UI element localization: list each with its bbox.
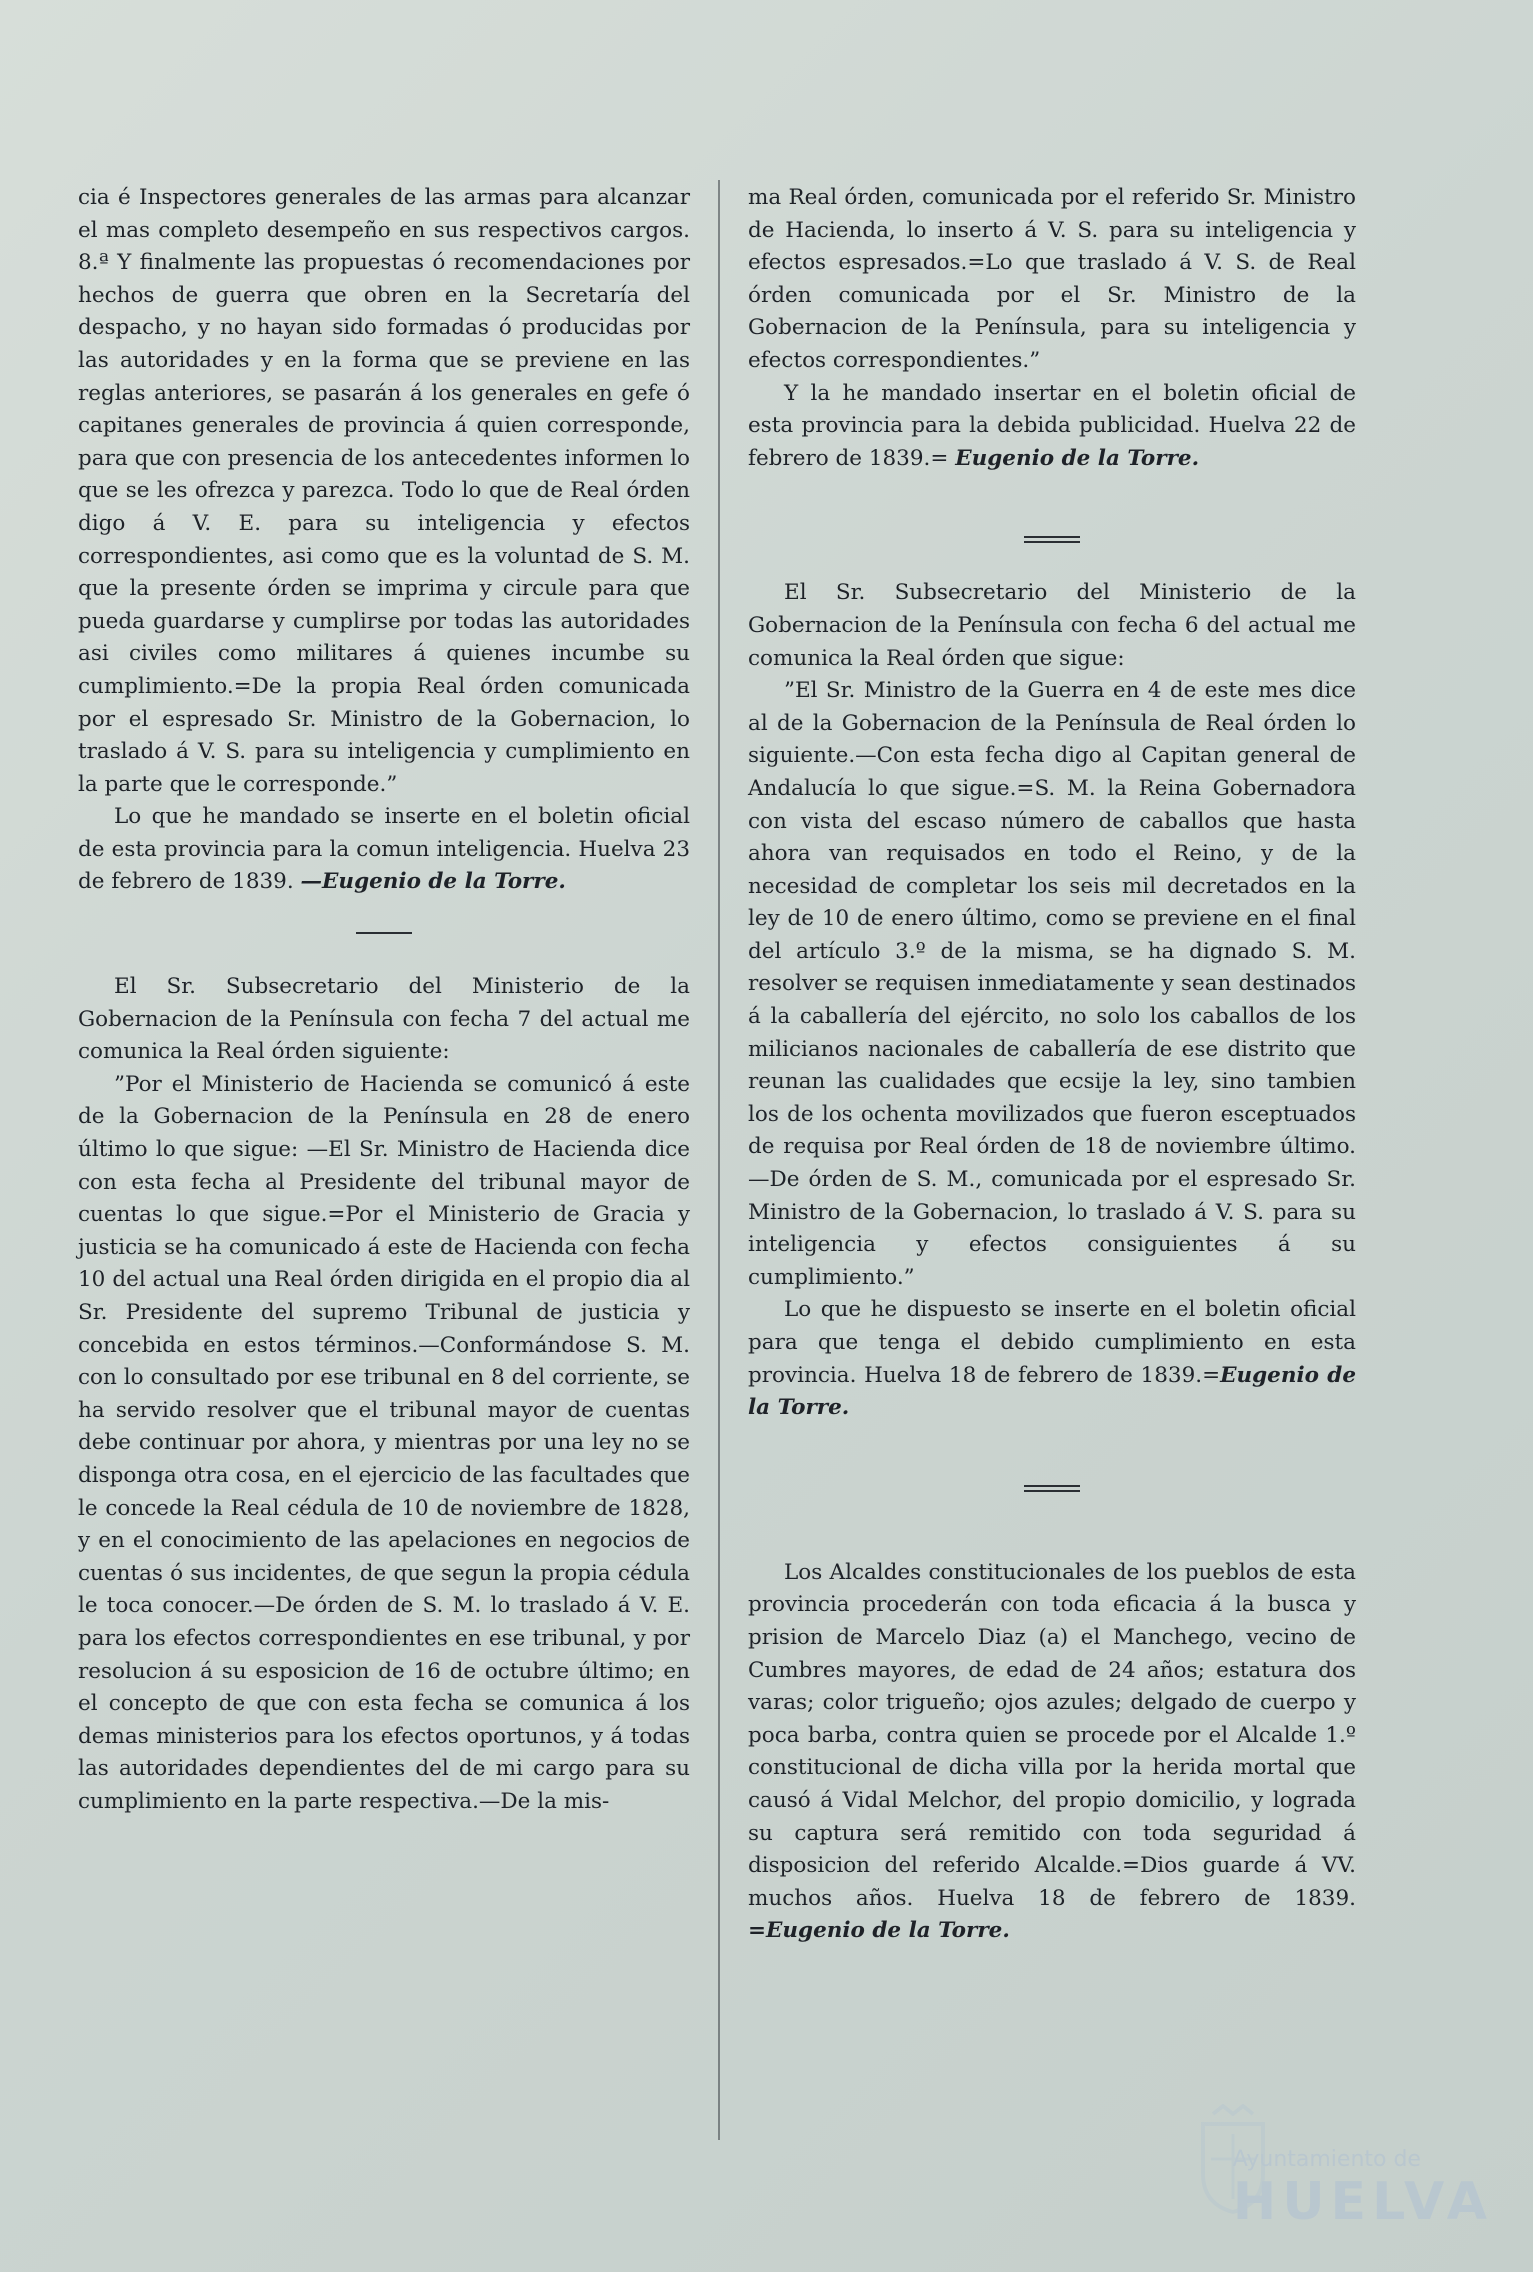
right-signature-1: Eugenio de la Torre. — [955, 445, 1200, 471]
section-rule — [78, 917, 690, 949]
left-paragraph-4: ”Por el Ministerio de Hacienda se comunicó á este de la Gobernacion de la Península en 28 de enero último lo que sigue: —El Sr. Ministro de Hacienda dice con esta fecha al Presidente del tribunal mayor de cuentas lo que sigue.=Por el Ministerio de Gracia y justicia se ha comunicado á este de Hacienda con fecha 10 del actual una Real órden dirigida en el propio dia al Sr. Presidente del supremo Tribunal de justicia y concebida en estos términos.—Conformándose S. M. con lo consultado por ese tribunal en 8 del corriente, se ha servido resolver que el tribunal mayor de cuentas debe continuar por ahora, y mientras por una ley no se disponga otra cosa, en el ejercicio de las facultades que le concede la Real cédula de 10 de noviembre de 1828, y en el conocimiento de las apelaciones en negocios de cuentas ó sus incidentes, de que segun la propia cédula le toca conocer.—De órden de S. M. lo traslado á V. E. para los efectos correspondientes en ese tribunal, y por resolucion á su esposicion de 16 de octubre último; en el concepto de que con esta fecha se comunica á los demas ministerios para los efectos oportunos, y á todas las autoridades dependientes del de mi cargo para su cumplimiento en la parte respectiva.—De la mis- — [78, 1071, 690, 1814]
right-paragraph-1: ma Real órden, comunicada por el referido Sr. Ministro de Hacienda, lo inserto á V. S. para su inteligencia y efectos espresados.=Lo que traslado á V. S. de Real órden comunicada por el Sr. Ministro de la Gobernacion de la Península, para su inteligencia y efectos correspondientes.” — [748, 185, 1356, 373]
left-signature-1: —Eugenio de la Torre. — [300, 869, 566, 895]
right-column — [748, 182, 1356, 1948]
watermark — [1163, 2092, 1493, 2232]
watermark-line-1: Ayuntamiento de — [1232, 2147, 1421, 2172]
section-rule — [748, 523, 1356, 555]
left-paragraph-2-text: Lo que he mandado se inserte en el boletin oficial de esta provincia para la comun inteligencia. Huelva 23 de febrero de 1839. — [78, 804, 690, 895]
right-paragraph-2-text: Y la he mandado insertar en el boletin oficial de esta provincia para la debida publicidad. Huelva 22 de febrero de 1839.= — [748, 380, 1356, 471]
left-column — [78, 182, 690, 1819]
right-signature-2: Eugenio de la Torre. — [748, 1362, 1357, 1421]
right-paragraph-6 — [748, 1557, 1356, 1948]
right-paragraph-5 — [748, 1294, 1356, 1424]
right-paragraph-6-text: Los Alcaldes constitucionales de los pueblos de esta provincia procederán con toda eficacia á la busca y prision de Marcelo Diaz (a) el Manchego, vecino de Cumbres mayores, de edad de 24 años; estatura dos varas; color trigueño; ojos azules; delgado de cuerpo y poca barba, contra quien se procede por el Alcalde 1.º constitucional de dicha villa por la herida mortal que causó á Vidal Melchor, del propio domicilio, y lograda su captura será remitido con toda seguridad á disposicion del referido Alcalde.=Dios guarde á VV. muchos años. Huelva 18 de febrero de 1839. — [748, 1559, 1356, 1911]
right-signature-3: =Eugenio de la Torre. — [748, 1918, 1010, 1944]
column-divider — [718, 180, 720, 2140]
watermark-line-2: HUELVA — [1232, 2172, 1493, 2232]
left-paragraph-2 — [78, 801, 690, 899]
right-paragraph-5-text: Lo que he dispuesto se inserte en el boletin oficial para que tenga el debido cumplimiento en esta provincia. Huelva 18 de febrero de 1839.= — [748, 1297, 1356, 1388]
coat-of-arms-icon — [1193, 2104, 1273, 2214]
left-paragraph-3: El Sr. Subsecretario del Ministerio de la Gobernacion de la Península con fecha 7 del actual me comunica la Real órden siguiente: — [78, 974, 690, 1065]
left-paragraph-1: cia é Inspectores generales de las armas para alcanzar el mas completo desempeño en sus respectivos cargos. 8.ª Y finalmente las propuestas ó recomendaciones por hechos de guerra que obren en la Secretaría del despacho, y no hayan sido formadas ó producidas por las autoridades y en la forma que se previene en las reglas anteriores, se pasarán á los generales en gefe ó capitanes generales de provincia á quien corresponde, para que con presencia de los antecedentes informen lo que se les ofrezca y parezca. Todo lo que de Real órden digo á V. E. para su inteligencia y efectos correspondientes, asi como que es la voluntad de S. M. que la presente órden se imprima y circule para que pueda guardarse y cumplirse por todas las autoridades asi civiles como militares á quienes incumbe su cumplimiento.=De la propia Real órden comunicada por el espresado Sr. Ministro de la Gobernacion, lo traslado á V. S. para su inteligencia y cumplimiento en la parte que le corresponde.” — [78, 185, 690, 797]
section-rule — [748, 1473, 1356, 1505]
right-paragraph-3: El Sr. Subsecretario del Ministerio de la Gobernacion de la Península con fecha 6 del actual me comunica la Real órden que sigue: — [748, 580, 1356, 671]
right-paragraph-2 — [748, 378, 1356, 476]
right-paragraph-4: ”El Sr. Ministro de la Guerra en 4 de este mes dice al de la Gobernacion de la Península de Real órden lo siguiente.—Con esta fecha digo al Capitan general de Andalucía lo que sigue.=S. M. la Reina Gobernadora con vista del escaso número de caballos que hasta ahora van requisados en todo el Reino, y de la necesidad de completar los seis mil decretados en la ley de 10 de enero último, como se previene en el final del artículo 3.º de la misma, se ha dignado S. M. resolver se requisen inmediatamente y sean destinados á la caballería del ejército, no solo los caballos de los milicianos nacionales de caballería de ese distrito que reunan las cualidades que ecsije la ley, sino tambien los de los ochenta movilizados que fueron esceptuados de requisa por Real órden de 18 de noviembre último.—De órden de S. M., comunicada por el espresado Sr. Ministro de la Gobernacion, lo traslado á V. S. para su inteligencia y efectos consiguientes á su cumplimiento.” — [748, 678, 1356, 1290]
